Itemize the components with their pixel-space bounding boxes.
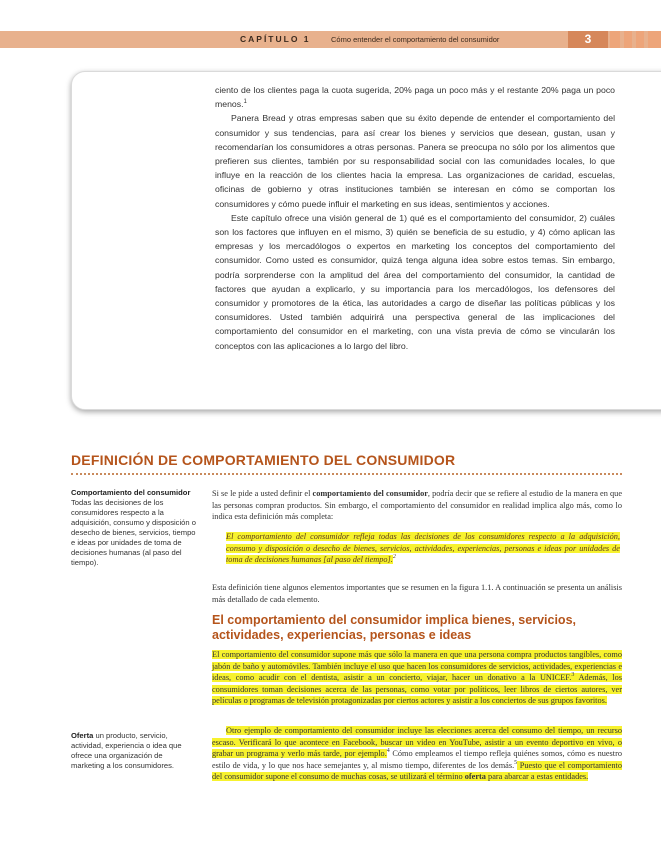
definition-term: Comportamiento del consumidor <box>71 488 191 497</box>
body-text: Cómo empleamos el tiempo refleja quiénes somos, cómo es nuestro estilo de vida, y lo que nos hace semejantes y, al mismo tiempo, diferentes de los demás. <box>212 749 622 770</box>
header-decoration <box>636 31 644 48</box>
highlighted-text <box>212 650 622 705</box>
body-text: Además, los consumidores toman decisiones acerca de las personas, como votar por políticos, leer libros de ciertos autores, ver películas o programas de televisión protagonizadas por ciertos actores y asistir a los conciertos de sus grupos favoritos. <box>212 673 622 705</box>
header-decoration <box>624 31 632 48</box>
body-paragraph-1 <box>212 649 622 707</box>
body-text: Si se le pide a usted definir el <box>212 489 313 498</box>
body-text: Puesto que el comportamiento del consumidor supone el consumo de muchas cosas, se utilizará el término <box>212 760 622 781</box>
page-number: 3 <box>584 32 592 46</box>
intro-paragraph-1-text: ciento de los clientes paga la cuota sugerida, 20% paga un poco más y el restante 20% paga un poco menos. <box>215 85 615 110</box>
key-term: oferta <box>464 772 486 781</box>
body-after-quote <box>212 582 622 605</box>
body-text: para abarcar a estas entidades. <box>485 772 589 781</box>
body-text: , podría decir que se refiere al estudio de la manera en que las personas compran productos. Sin embargo, el comportamiento del consumidor en realidad implica algo más, como lo indica esta definición más completa: <box>212 489 623 521</box>
chapter-label: CAPÍTULO 1 <box>240 34 311 44</box>
definition-text: Todas las decisiones de los consumidores respecto a la adquisición, consumo y disposición o desecho de bienes, servicios, tiempo e ideas por unidades de toma de decisiones humanas (al paso del tiempo). <box>71 498 196 567</box>
page-number-box <box>568 31 608 48</box>
section-heading: DEFINICIÓN DE COMPORTAMIENTO DEL CONSUMIDOR <box>71 452 456 468</box>
definition-quote <box>226 531 620 566</box>
intro-card <box>71 71 661 410</box>
highlighted-text: Otro ejemplo de comportamiento del consumidor incluye las elecciones acerca del consumo del tiempo, un recurso escaso. Verificará lo que acontece en Facebook, buscar un video en YouTube, asistir a un evento deportivo en vivo, o grabar un programa y verlo más tarde, por ejemplo. <box>212 726 622 758</box>
margin-definition-consumer-behavior <box>71 488 197 568</box>
body-text: Esta definición tiene algunos elementos importantes que se resumen en la figura 1.1. A continuación se presenta un análisis más detallado de cada elemento. <box>212 583 622 604</box>
footnote-ref[interactable]: 1 <box>243 99 247 106</box>
chapter-title: Cómo entender el comportamiento del consumidor <box>331 35 500 44</box>
intro-text <box>215 83 615 353</box>
body-intro-paragraph <box>212 488 622 523</box>
key-term: comportamiento del consumidor <box>312 489 428 498</box>
highlighted-text: El comportamiento del consumidor refleja todas las decisiones de los consumidores respecto a la adquisición, consumo y disposición o desecho de bienes, servicios, actividades, experiencias, personas e ideas por unidades de toma de decisiones humanas [al paso del tiempo]. <box>226 532 620 564</box>
intro-paragraph-2: Panera Bread y otras empresas saben que su éxito depende de entender el comportamiento del consumidor y sus tendencias, para así crear los bienes y servicios que desean, gustan, usan y recomendarían los consumidores a otras personas. Panera se preocupa no sólo por los alimentos que prefieren sus clientes, también por su responsabilidad social con las comunidades locales, lo que influye en la reacción de los clientes hacia la empresa. Las organizaciones de caridad, escuelas, oficinas de gobierno y otras instituciones también se interesan en cómo se comportan los consumidores y cómo puede influir el marketing en sus ideas, sentimientos y acciones. <box>215 113 615 209</box>
definition-text: un producto, servicio, actividad, experiencia o idea que ofrece una organización de marketing a los consumidores. <box>71 731 182 770</box>
footnote-ref[interactable]: 3 <box>571 672 575 679</box>
header-decoration <box>610 31 620 48</box>
body-text: El comportamiento del consumidor supone más que sólo la manera en que una persona compra productos tangibles, como jabón de baño y automóviles. También incluye el uso que hacen los consumidores de servicios, actividades, experiencias e ideas, como acudir con el dentista, asistir a un concierto, viajar, hacer un donativo a la UNICEF. <box>212 650 622 682</box>
section-divider <box>71 473 622 475</box>
footnote-ref[interactable]: 4 <box>386 748 390 755</box>
intro-paragraph-3: Este capítulo ofrece una visión general de 1) qué es el comportamiento del consumidor, 2) cuáles son los factores que influyen en el mismo, 3) quién se beneficia de su estudio, y 4) cómo aplican las empresas y los mercadólogos o expertos en marketing los conceptos del comportamiento del consumidor. Como usted es consumidor, quizá tenga alguna idea sobre estos temas. Sin embargo, podría sorprenderse con la amplitud del área del comportamiento del consumidor, la cantidad de factores que ayudan a explicarlo, y su importancia para los mercadólogos, los defensores del consumidor y promotores de la ética, las autoridades a cargo de diseñar las políticas públicas y los consumidores. Usted también adquirirá una perspectiva general de las implicaciones del comportamiento del consumidor en el marketing, con una vista previa de cómo se vincularán los conceptos con las aplicaciones a lo largo del libro. <box>215 212 615 351</box>
body-paragraph-2 <box>212 725 622 783</box>
footnote-ref[interactable]: 5 <box>514 759 518 766</box>
margin-definition-offer <box>71 731 197 771</box>
header-decoration <box>648 31 661 48</box>
footnote-ref[interactable]: 2 <box>392 554 396 561</box>
definition-term: Oferta <box>71 731 94 740</box>
subsection-heading: El comportamiento del consumidor implica bienes, servicios, actividades, experiencias, personas e ideas <box>212 613 576 642</box>
intro-paragraph-1 <box>215 83 615 111</box>
